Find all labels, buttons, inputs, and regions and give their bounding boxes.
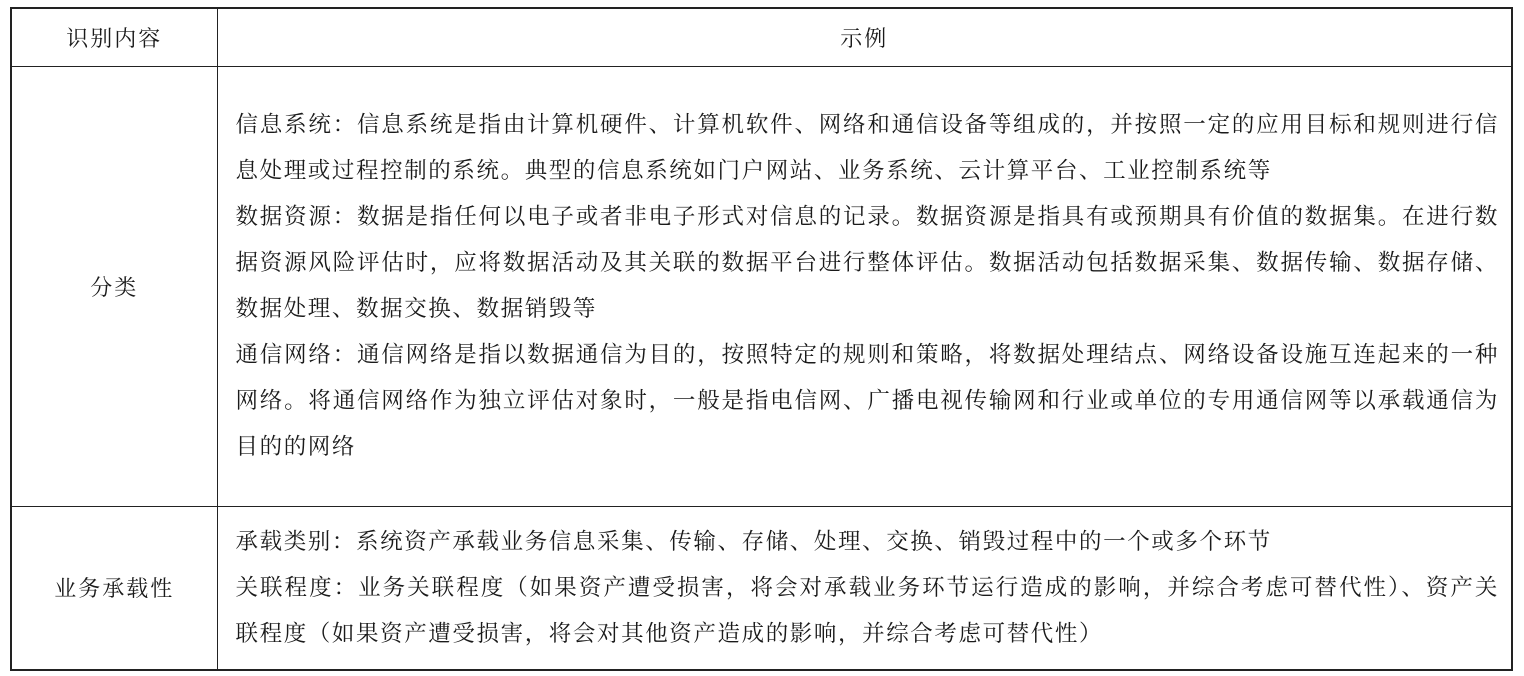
table-row-classification	[11, 66, 1512, 506]
header-example: 示例	[217, 8, 1512, 66]
paragraph-communication-network: 通信网络：通信网络是指以数据通信为目的，按照特定的规则和策略，将数据处理结点、网络设备设施互连起来的一种网络。将通信网络作为独立评估对象时，一般是指电信网、广播电视传输网和行业或单位的专用通信网等以承载通信为目的的网络	[235, 342, 1499, 460]
identification-table	[10, 7, 1513, 671]
row-content-business-bearing	[217, 506, 1512, 670]
table-header-row	[11, 8, 1512, 66]
header-identification-content: 识别内容	[11, 8, 217, 66]
paragraph-data-resource: 数据资源：数据是指任何以电子或者非电子形式对信息的记录。数据资源是指具有或预期具有价值的数据集。在进行数据资源风险评估时，应将数据活动及其关联的数据平台进行整体评估。数据活动包括数据采集、数据传输、数据存储、数据处理、数据交换、数据销毁等	[235, 204, 1499, 322]
table-row-business-bearing	[11, 506, 1512, 670]
row-label-business-bearing: 业务承载性	[11, 506, 217, 670]
paragraph-information-system: 信息系统：信息系统是指由计算机硬件、计算机软件、网络和通信设备等组成的，并按照一定的应用目标和规则进行信息处理或过程控制的系统。典型的信息系统如门户网站、业务系统、云计算平台、工业控制系统等	[235, 112, 1499, 184]
paragraph-bearing-category: 承载类别：系统资产承载业务信息采集、传输、存储、处理、交换、销毁过程中的一个或多个环节	[235, 528, 1272, 555]
row-label-classification: 分类	[11, 66, 217, 506]
row-content-classification	[217, 66, 1512, 506]
paragraph-association-degree: 关联程度：业务关联程度（如果资产遭受损害，将会对承载业务环节运行造成的影响，并综合考虑可替代性）、资产关联程度（如果资产遭受损害，将会对其他资产造成的影响，并综合考虑可替代性）	[235, 574, 1499, 647]
